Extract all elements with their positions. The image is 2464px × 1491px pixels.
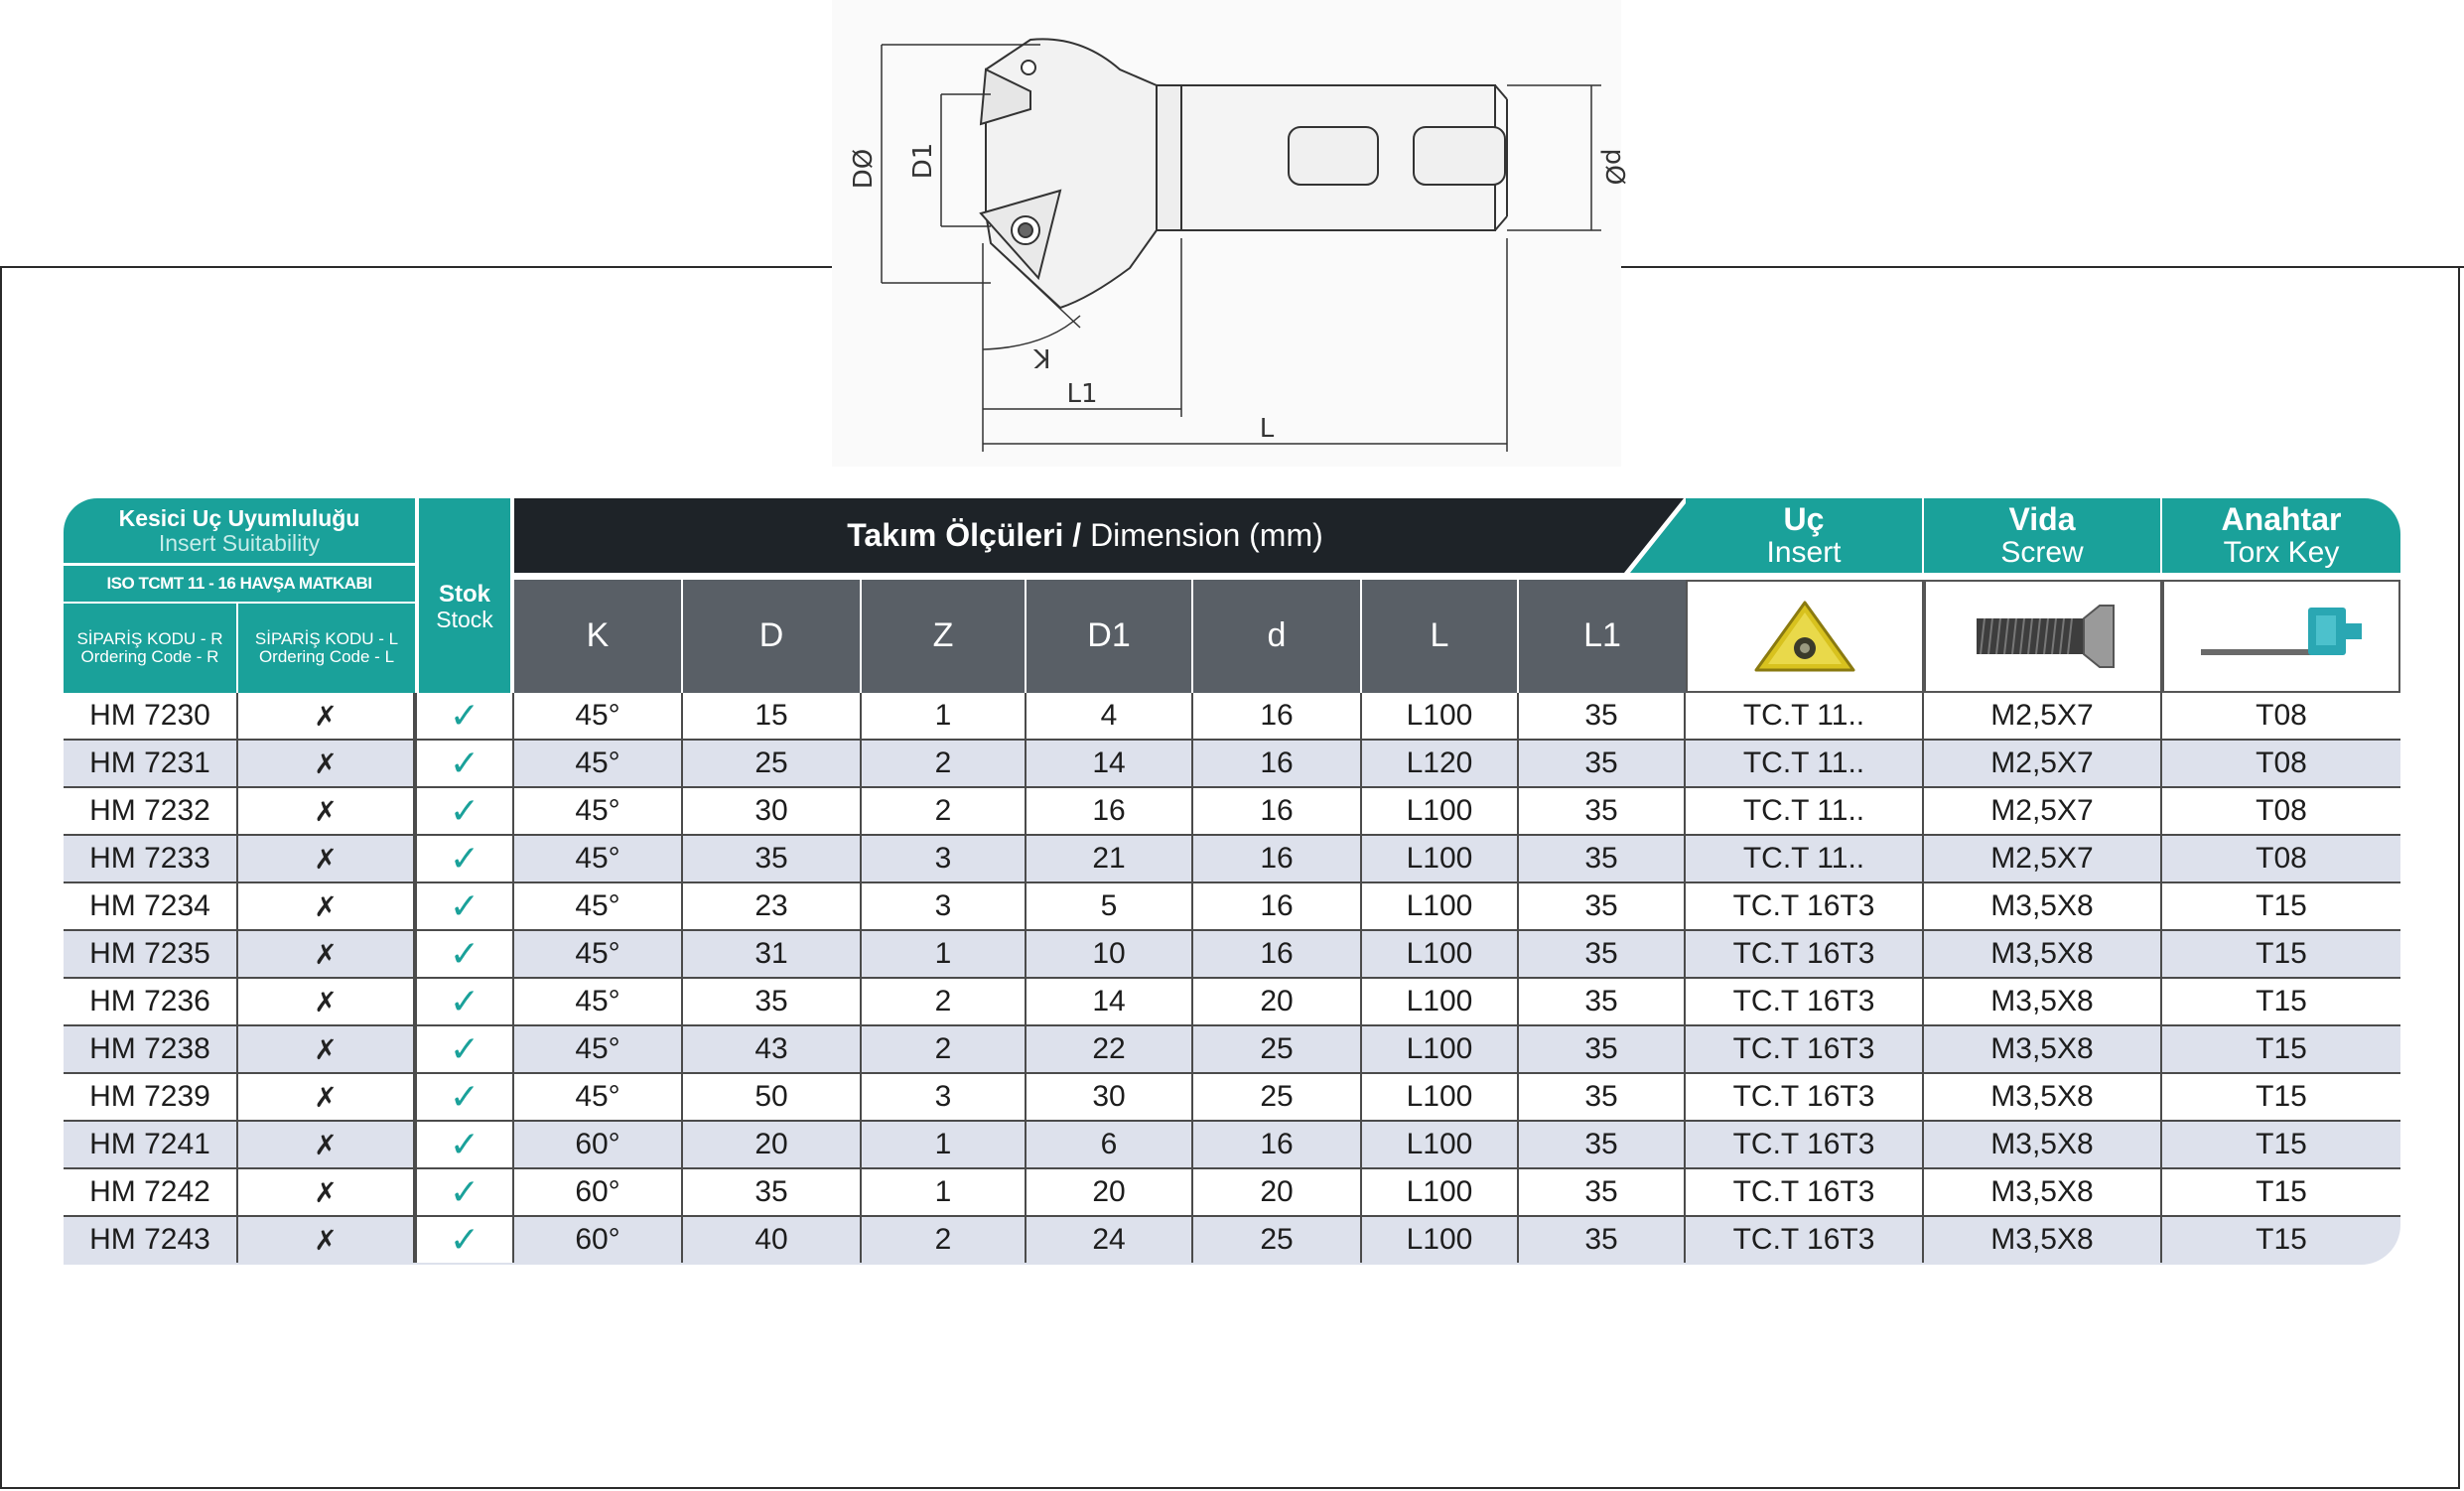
cell-stock: ✓ xyxy=(415,979,514,1024)
screw-image xyxy=(1924,580,2162,693)
cell-code: HM 7235 xyxy=(64,931,238,977)
stock-en: Stock xyxy=(436,606,493,632)
cell-l1: 35 xyxy=(1519,788,1686,834)
cell-screw: M3,5X8 xyxy=(1924,883,2162,929)
cell-key: T15 xyxy=(2256,889,2307,922)
screw-header xyxy=(1924,498,2162,573)
cell-key: T15 xyxy=(2256,937,2307,970)
cell-screw: M3,5X8 xyxy=(1924,1217,2162,1263)
cell-stock: ✓ xyxy=(415,836,514,881)
label-d-dia: DØ xyxy=(849,148,879,190)
cell-stock: ✓ xyxy=(415,1074,514,1120)
cell-z: 1 xyxy=(862,693,1027,739)
cell-left-code: ✗ xyxy=(238,788,415,834)
cell-stock: ✓ xyxy=(415,1122,514,1167)
cell-l: L100 xyxy=(1362,836,1519,881)
cell-z: 2 xyxy=(862,1217,1027,1263)
dimension-title-en: Dimension (mm) xyxy=(1090,517,1323,553)
cell-key: T08 xyxy=(2256,699,2307,732)
dimension-title-tr: Takım Ölçüleri / xyxy=(847,517,1082,553)
table-row xyxy=(64,931,2400,979)
cell-l: L100 xyxy=(1362,1169,1519,1215)
cell-d-small: 16 xyxy=(1193,788,1362,834)
cell-key: T15 xyxy=(2256,1032,2307,1065)
screw-icon xyxy=(1969,602,2118,671)
cell-stock: ✓ xyxy=(415,1169,514,1215)
cell-z: 3 xyxy=(862,883,1027,929)
cell-d: 35 xyxy=(683,836,862,881)
cell-d: 30 xyxy=(683,788,862,834)
suitability-subtitle: Insert Suitability xyxy=(158,529,321,556)
cell-k: 45° xyxy=(514,1026,683,1072)
cell-d1: 14 xyxy=(1027,741,1193,786)
cell-z: 1 xyxy=(862,1122,1027,1167)
cell-d-small: 16 xyxy=(1193,1122,1362,1167)
cell-k: 45° xyxy=(514,741,683,786)
cell-k: 60° xyxy=(514,1217,683,1263)
cell-insert: TC.T 16T3 xyxy=(1686,1217,1924,1263)
ordering-code-r-en: Ordering Code - R xyxy=(80,647,219,666)
cell-key: T08 xyxy=(2256,842,2307,875)
stock-tr: Stok xyxy=(438,581,490,609)
cell-left-code: ✗ xyxy=(238,931,415,977)
cell-left-code: ✗ xyxy=(238,1122,415,1167)
cell-insert: TC.T 16T3 xyxy=(1686,1074,1924,1120)
cell-d1: 24 xyxy=(1027,1217,1193,1263)
cell-k: 45° xyxy=(514,788,683,834)
cell-screw: M2,5X7 xyxy=(1924,788,2162,834)
key-header xyxy=(2162,498,2400,573)
cell-left-code: ✗ xyxy=(238,836,415,881)
cell-screw: M3,5X8 xyxy=(1924,1074,2162,1120)
torx-key-image xyxy=(2162,580,2400,693)
cell-stock: ✓ xyxy=(415,883,514,929)
cell-code: HM 7238 xyxy=(64,1026,238,1072)
insert-header xyxy=(1686,498,1924,573)
cell-insert: TC.T 16T3 xyxy=(1686,931,1924,977)
cell-d1: 14 xyxy=(1027,979,1193,1024)
key-tr: Anahtar xyxy=(2221,500,2342,537)
iso-label: ISO TCMT 11 - 16 HAVŞA MATKABI xyxy=(64,566,415,604)
cell-l1: 35 xyxy=(1519,1026,1686,1072)
label-d1: D1 xyxy=(908,142,938,180)
cell-key: T15 xyxy=(2256,1128,2307,1160)
label-l1: L1 xyxy=(1066,379,1098,409)
torx-key-icon xyxy=(2197,602,2366,671)
col-header-l: L xyxy=(1362,580,1519,693)
cell-d: 25 xyxy=(683,741,862,786)
table-row xyxy=(64,693,2400,741)
insert-image xyxy=(1686,580,1924,693)
cell-l1: 35 xyxy=(1519,931,1686,977)
ordering-code-r-header xyxy=(64,604,238,693)
ordering-code-r-tr: SİPARİŞ KODU - R xyxy=(76,629,223,649)
cell-l: L100 xyxy=(1362,693,1519,739)
suitability-title: Kesici Uç Uyumluluğu xyxy=(118,505,360,532)
cell-l: L100 xyxy=(1362,979,1519,1024)
cell-k: 45° xyxy=(514,693,683,739)
cell-left-code: ✗ xyxy=(238,1169,415,1215)
table-row xyxy=(64,979,2400,1026)
cell-z: 2 xyxy=(862,788,1027,834)
cell-d-small: 25 xyxy=(1193,1074,1362,1120)
cell-d-small: 16 xyxy=(1193,836,1362,881)
cell-k: 45° xyxy=(514,979,683,1024)
table-row xyxy=(64,1169,2400,1217)
cell-d: 35 xyxy=(683,979,862,1024)
cell-d: 15 xyxy=(683,693,862,739)
cell-d-small: 25 xyxy=(1193,1026,1362,1072)
cell-l: L100 xyxy=(1362,931,1519,977)
cell-insert: TC.T 16T3 xyxy=(1686,979,1924,1024)
cell-insert: TC.T 16T3 xyxy=(1686,1169,1924,1215)
cell-screw: M3,5X8 xyxy=(1924,931,2162,977)
cell-insert: TC.T 16T3 xyxy=(1686,883,1924,929)
cell-insert: TC.T 16T3 xyxy=(1686,1122,1924,1167)
cell-screw: M2,5X7 xyxy=(1924,693,2162,739)
cell-d: 20 xyxy=(683,1122,862,1167)
dimension-banner xyxy=(514,498,1745,573)
screw-tr: Vida xyxy=(2008,500,2076,537)
table-row xyxy=(64,1074,2400,1122)
cell-d1: 21 xyxy=(1027,836,1193,881)
cell-code: HM 7243 xyxy=(64,1217,238,1263)
table-row xyxy=(64,883,2400,931)
screw-en: Screw xyxy=(2000,535,2084,569)
cell-k: 60° xyxy=(514,1169,683,1215)
table-row xyxy=(64,1026,2400,1074)
cell-l1: 35 xyxy=(1519,1217,1686,1263)
ordering-code-l-tr: SİPARİŞ KODU - L xyxy=(254,629,399,649)
insert-icon xyxy=(1750,597,1859,676)
key-en: Torx Key xyxy=(2223,535,2340,569)
cell-stock: ✓ xyxy=(415,788,514,834)
cell-left-code: ✗ xyxy=(238,1026,415,1072)
cell-key: T08 xyxy=(2256,794,2307,827)
table-row xyxy=(64,741,2400,788)
cell-stock: ✓ xyxy=(415,1026,514,1072)
cell-left-code: ✗ xyxy=(238,1217,415,1263)
technical-drawing xyxy=(832,0,1629,467)
cell-d1: 6 xyxy=(1027,1122,1193,1167)
cell-key: T15 xyxy=(2256,1080,2307,1113)
label-l: L xyxy=(1259,414,1275,444)
cell-l1: 35 xyxy=(1519,836,1686,881)
cell-d-small: 16 xyxy=(1193,931,1362,977)
table-row xyxy=(64,1122,2400,1169)
cell-d1: 4 xyxy=(1027,693,1193,739)
col-header-d: D xyxy=(683,580,862,693)
cell-d-small: 20 xyxy=(1193,1169,1362,1215)
cell-code: HM 7239 xyxy=(64,1074,238,1120)
cell-code: HM 7233 xyxy=(64,836,238,881)
cell-k: 45° xyxy=(514,931,683,977)
ordering-code-l-en: Ordering Code - L xyxy=(258,647,395,666)
suitability-header xyxy=(64,498,415,566)
cell-l1: 35 xyxy=(1519,1122,1686,1167)
stock-header xyxy=(417,498,512,693)
cell-d-small: 25 xyxy=(1193,1217,1362,1263)
cell-l: L100 xyxy=(1362,883,1519,929)
table-row xyxy=(64,836,2400,883)
cell-l1: 35 xyxy=(1519,1074,1686,1120)
cell-insert: TC.T 11.. xyxy=(1686,741,1924,786)
cell-k: 45° xyxy=(514,883,683,929)
insert-tr: Uç xyxy=(1783,500,1825,537)
col-header-z: Z xyxy=(862,580,1027,693)
cell-d: 40 xyxy=(683,1217,862,1263)
cell-d1: 30 xyxy=(1027,1074,1193,1120)
cell-screw: M3,5X8 xyxy=(1924,1122,2162,1167)
cell-key: T15 xyxy=(2256,1223,2307,1256)
cell-z: 2 xyxy=(862,1026,1027,1072)
cell-z: 1 xyxy=(862,931,1027,977)
cell-z: 2 xyxy=(862,741,1027,786)
cell-left-code: ✗ xyxy=(238,1074,415,1120)
cell-key: T15 xyxy=(2256,1175,2307,1208)
cell-stock: ✓ xyxy=(415,1217,514,1263)
cell-z: 3 xyxy=(862,836,1027,881)
table-row xyxy=(64,788,2400,836)
cell-stock: ✓ xyxy=(415,693,514,739)
cell-l: L120 xyxy=(1362,741,1519,786)
cell-stock: ✓ xyxy=(415,931,514,977)
cell-d: 50 xyxy=(683,1074,862,1120)
col-header-d1: D1 xyxy=(1027,580,1193,693)
cell-code: HM 7236 xyxy=(64,979,238,1024)
cell-l: L100 xyxy=(1362,1074,1519,1120)
cell-left-code: ✗ xyxy=(238,693,415,739)
cell-d-small: 16 xyxy=(1193,741,1362,786)
cell-screw: M3,5X8 xyxy=(1924,1169,2162,1215)
cell-l1: 35 xyxy=(1519,693,1686,739)
cell-insert: TC.T 11.. xyxy=(1686,788,1924,834)
cell-d-small: 16 xyxy=(1193,693,1362,739)
table-row xyxy=(64,1217,2400,1265)
cell-insert: TC.T 11.. xyxy=(1686,693,1924,739)
cell-l1: 35 xyxy=(1519,883,1686,929)
cell-code: HM 7230 xyxy=(64,693,238,739)
cell-l: L100 xyxy=(1362,1026,1519,1072)
cell-insert: TC.T 11.. xyxy=(1686,836,1924,881)
cell-screw: M3,5X8 xyxy=(1924,979,2162,1024)
insert-en: Insert xyxy=(1766,535,1842,569)
cell-left-code: ✗ xyxy=(238,979,415,1024)
cell-d-small: 20 xyxy=(1193,979,1362,1024)
cell-d: 23 xyxy=(683,883,862,929)
cell-l1: 35 xyxy=(1519,1169,1686,1215)
ordering-code-l-header xyxy=(238,604,415,693)
cell-l1: 35 xyxy=(1519,741,1686,786)
cell-k: 45° xyxy=(514,1074,683,1120)
cell-d: 35 xyxy=(683,1169,862,1215)
cell-l: L100 xyxy=(1362,1122,1519,1167)
cell-l1: 35 xyxy=(1519,979,1686,1024)
cell-key: T15 xyxy=(2256,985,2307,1017)
cell-code: HM 7242 xyxy=(64,1169,238,1215)
cell-key: T08 xyxy=(2256,746,2307,779)
cell-d-small: 16 xyxy=(1193,883,1362,929)
cell-k: 60° xyxy=(514,1122,683,1167)
cell-l: L100 xyxy=(1362,1217,1519,1263)
cell-code: HM 7232 xyxy=(64,788,238,834)
cell-code: HM 7241 xyxy=(64,1122,238,1167)
col-header-l1: L1 xyxy=(1519,580,1686,693)
cell-insert: TC.T 16T3 xyxy=(1686,1026,1924,1072)
tool-drawing-svg xyxy=(832,0,1629,467)
cell-screw: M3,5X8 xyxy=(1924,1026,2162,1072)
cell-d1: 20 xyxy=(1027,1169,1193,1215)
cell-l: L100 xyxy=(1362,788,1519,834)
label-p-dia: pØ xyxy=(1599,148,1629,186)
cell-d: 43 xyxy=(683,1026,862,1072)
cell-d1: 22 xyxy=(1027,1026,1193,1072)
cell-code: HM 7231 xyxy=(64,741,238,786)
label-kappa: K xyxy=(1033,342,1051,372)
cell-z: 2 xyxy=(862,979,1027,1024)
cell-screw: M2,5X7 xyxy=(1924,836,2162,881)
cell-stock: ✓ xyxy=(415,741,514,786)
cell-left-code: ✗ xyxy=(238,883,415,929)
cell-z: 1 xyxy=(862,1169,1027,1215)
cell-screw: M2,5X7 xyxy=(1924,741,2162,786)
col-header-k: K xyxy=(514,580,683,693)
product-table xyxy=(64,498,2400,1263)
col-header-d-small: d xyxy=(1193,580,1362,693)
cell-d1: 16 xyxy=(1027,788,1193,834)
cell-d: 31 xyxy=(683,931,862,977)
cell-k: 45° xyxy=(514,836,683,881)
cell-d1: 10 xyxy=(1027,931,1193,977)
cell-left-code: ✗ xyxy=(238,741,415,786)
cell-code: HM 7234 xyxy=(64,883,238,929)
cell-d1: 5 xyxy=(1027,883,1193,929)
cell-z: 3 xyxy=(862,1074,1027,1120)
